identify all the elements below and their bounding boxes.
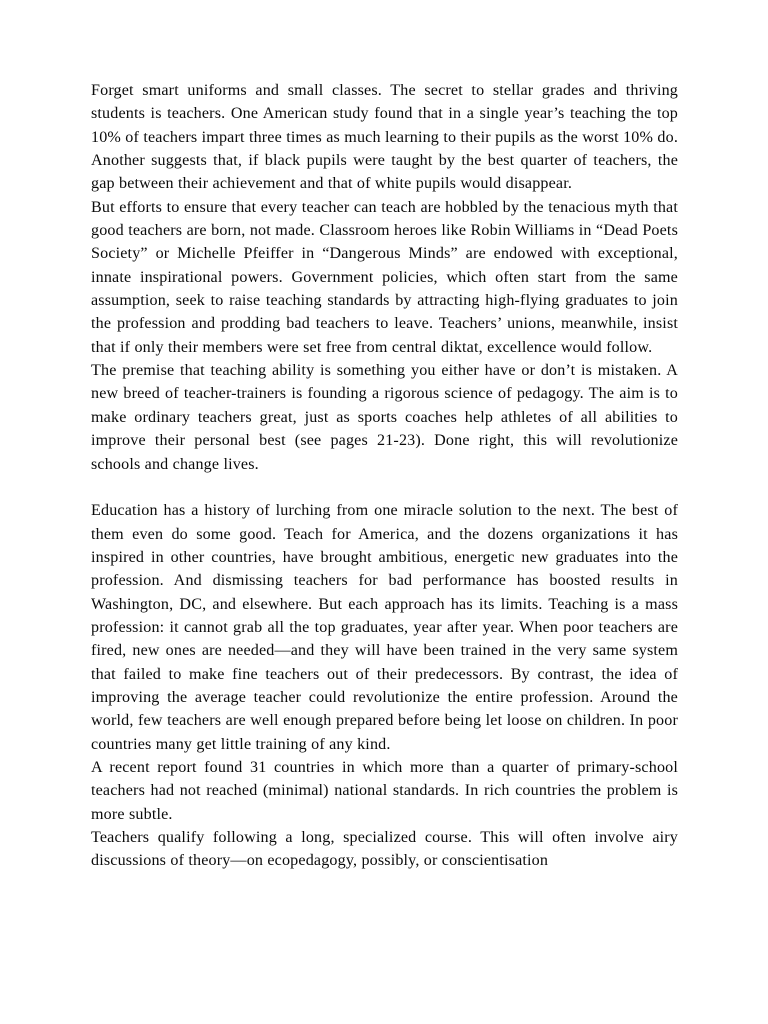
- paragraph-6: Teachers qualify following a long, specialized course. This will often involve airy discussions of theory—on ecopedagogy, possibly, or conscientisation: [91, 829, 678, 870]
- body-text-column: [91, 79, 678, 873]
- paragraph-5: A recent report found 31 countries in which more than a quarter of primary-school teachers had not reached (minimal) national standards. In rich countries the problem is more subtle.: [91, 758, 678, 823]
- paragraph-4: Education has a history of lurching from one miracle solution to the next. The best of them even do some good. Teach for America, and the dozens organizations it has inspired in other countries, have brought ambitious, energetic new graduates into the profession. And dismissing teachers for bad performance has boosted results in Washington, DC, and elsewhere. But each approach has its limits. Teaching is a mass profession: it cannot grab all the top graduates, year after year. When poor teachers are fired, new ones are needed—and they will have been trained in the very same system that failed to make fine teachers out of their predecessors. By contrast, the idea of improving the average teacher could revolutionize the entire profession. Around the world, few teachers are well enough prepared before being let loose on children. In poor countries many get little training of any kind.: [91, 502, 678, 753]
- paragraph-2: But efforts to ensure that every teacher can teach are hobbled by the tenacious myth that good teachers are born, not made. Classroom heroes like Robin Williams in “Dead Poets Society” or Michelle Pfeiffer in “Dangerous Minds” are endowed with exceptional, innate inspirational powers. Government policies, which often start from the same assumption, seek to raise teaching standards by attracting high-flying graduates to join the profession and prodding bad teachers to leave. Teachers’ unions, meanwhile, insist that if only their members were set free from central diktat, excellence would follow.: [91, 198, 678, 356]
- paragraph-3: The premise that teaching ability is something you either have or don’t is mistaken. A new breed of teacher-trainers is founding a rigorous science of pedagogy. The aim is to make ordinary teachers great, just as sports coaches help athletes of all abilities to improve their personal best (see pages 21-23). Done right, this will revolutionize schools and change lives.: [91, 362, 678, 473]
- paragraph-1: Forget smart uniforms and small classes. The secret to stellar grades and thriving students is teachers. One American study found that in a single year’s teaching the top 10% of teachers impart three times as much learning to their pupils as the worst 10% do. Another suggests that, if black pupils were taught by the best quarter of teachers, the gap between their achievement and that of white pupils would disappear.: [91, 82, 678, 193]
